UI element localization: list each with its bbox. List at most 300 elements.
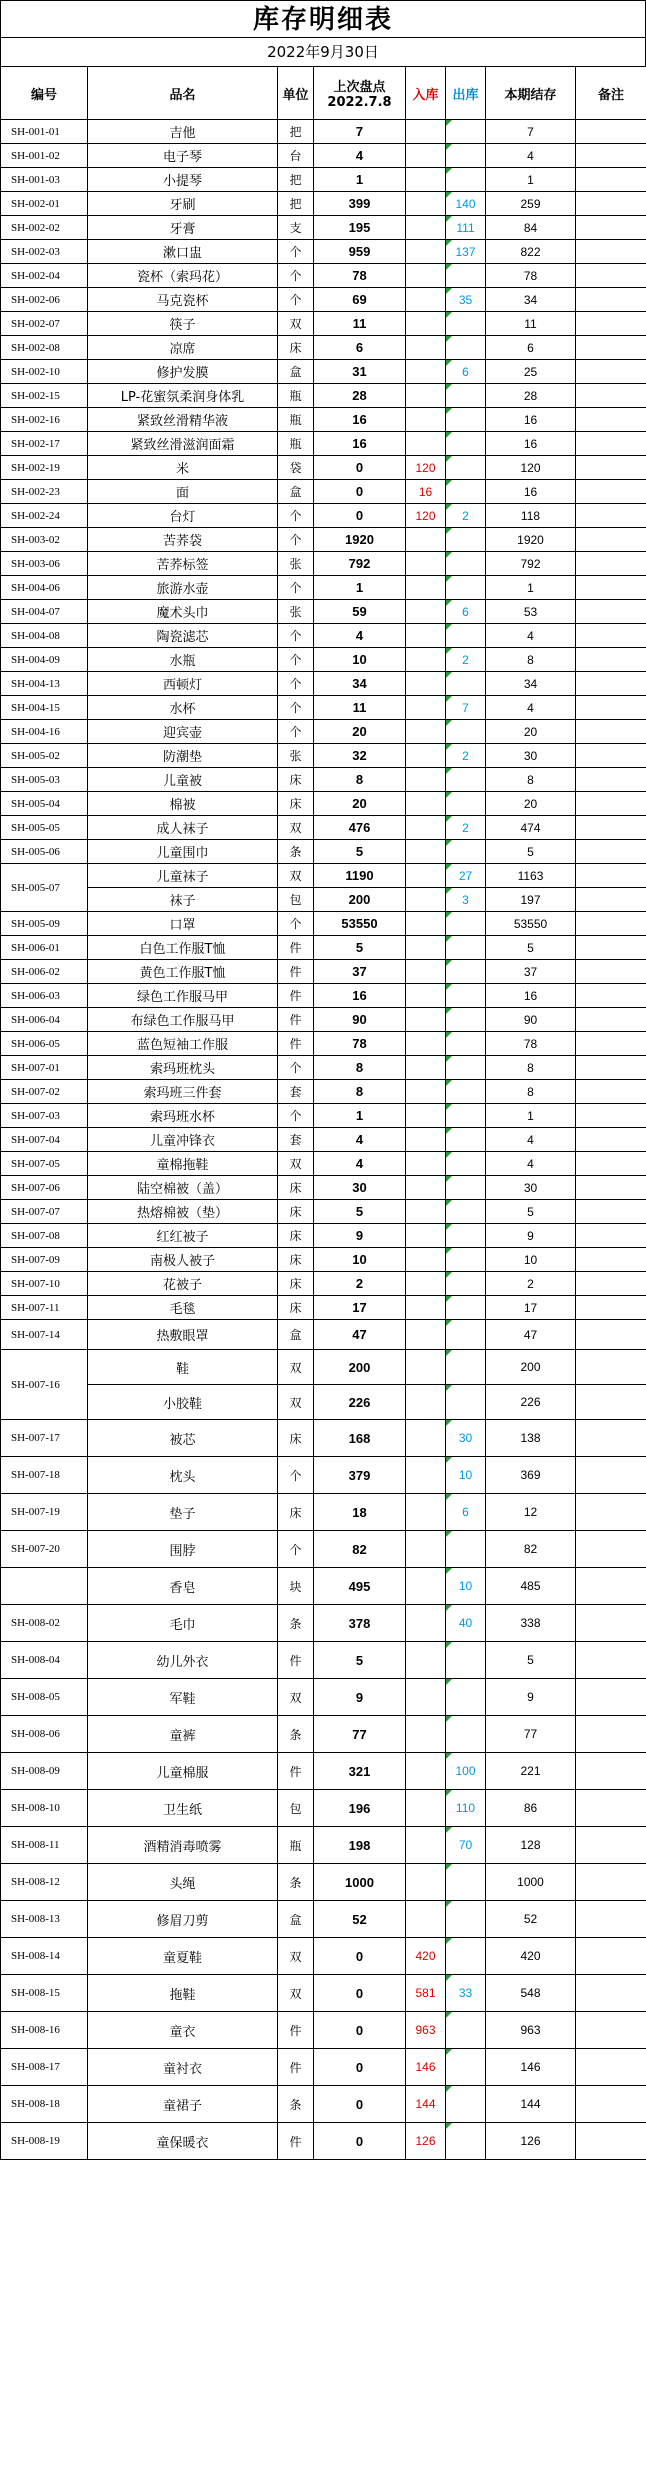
cell-prev-count: 11 — [314, 312, 406, 336]
table-row — [1, 768, 646, 792]
cell-remark — [576, 1494, 646, 1531]
cell-prev-count: 16 — [314, 408, 406, 432]
cell-comment-marker — [446, 2049, 452, 2055]
cell-end: 4 — [486, 1128, 576, 1152]
cell-comment-marker — [446, 1056, 452, 1062]
cell-comment-marker — [446, 840, 452, 846]
cell-code: SH-002-04 — [1, 264, 88, 288]
cell-code: SH-004-13 — [1, 672, 88, 696]
cell-remark — [576, 1901, 646, 1938]
cell-in — [406, 1457, 446, 1494]
cell-remark — [576, 504, 646, 528]
cell-code: SH-006-05 — [1, 1032, 88, 1056]
cell-unit: 张 — [278, 600, 314, 624]
cell-name: 防潮垫 — [88, 744, 278, 768]
cell-name: 陆空棉被（盖） — [88, 1176, 278, 1200]
cell-prev-count: 0 — [314, 480, 406, 504]
cell-unit: 瓶 — [278, 384, 314, 408]
cell-comment-marker — [446, 1152, 452, 1158]
cell-unit: 床 — [278, 1176, 314, 1200]
cell-out — [446, 1938, 486, 1975]
cell-out — [446, 720, 486, 744]
cell-out — [446, 1753, 486, 1790]
cell-name: 童衣 — [88, 2012, 278, 2049]
cell-unit: 床 — [278, 792, 314, 816]
cell-prev-count: 7 — [314, 120, 406, 144]
cell-end: 9 — [486, 1224, 576, 1248]
cell-in — [406, 552, 446, 576]
cell-name: 儿童棉服 — [88, 1753, 278, 1790]
table-row — [1, 1457, 646, 1494]
cell-name: 旅游水壶 — [88, 576, 278, 600]
cell-name: 棉被 — [88, 792, 278, 816]
cell-out — [446, 1032, 486, 1056]
cell-remark — [576, 1152, 646, 1176]
cell-name: 枕头 — [88, 1457, 278, 1494]
cell-name: 索玛班水杯 — [88, 1104, 278, 1128]
cell-end: 221 — [486, 1753, 576, 1790]
table-row — [1, 600, 646, 624]
cell-comment-marker — [446, 432, 452, 438]
cell-in — [406, 840, 446, 864]
cell-remark — [576, 1320, 646, 1350]
cell-prev-count: 0 — [314, 504, 406, 528]
cell-remark — [576, 1420, 646, 1457]
cell-out — [446, 1056, 486, 1080]
cell-prev-count: 78 — [314, 1032, 406, 1056]
cell-out-value: 10 — [458, 1468, 473, 1482]
cell-comment-marker — [446, 984, 452, 990]
cell-out — [446, 216, 486, 240]
header-end: 本期结存 — [486, 67, 576, 120]
table-row — [1, 2123, 646, 2160]
table-row — [1, 288, 646, 312]
table-row — [1, 336, 646, 360]
cell-code: SH-008-15 — [1, 1975, 88, 2012]
header-prev-date: 2022.7.8 — [327, 95, 392, 110]
cell-in — [406, 432, 446, 456]
cell-name: 修眉刀剪 — [88, 1901, 278, 1938]
cell-code: SH-005-03 — [1, 768, 88, 792]
cell-remark — [576, 1457, 646, 1494]
cell-out — [446, 912, 486, 936]
cell-prev-count: 4 — [314, 624, 406, 648]
cell-comment-marker — [446, 912, 452, 918]
cell-in — [406, 816, 446, 840]
cell-prev-count: 69 — [314, 288, 406, 312]
cell-comment-marker — [446, 456, 452, 462]
cell-end: 30 — [486, 1176, 576, 1200]
table-row — [1, 1080, 646, 1104]
cell-end: 197 — [486, 888, 576, 912]
cell-in — [406, 1827, 446, 1864]
cell-end: 84 — [486, 216, 576, 240]
cell-code — [1, 1568, 88, 1605]
cell-end: 1 — [486, 1104, 576, 1128]
cell-in — [406, 720, 446, 744]
cell-code: SH-007-18 — [1, 1457, 88, 1494]
cell-out-value: 137 — [455, 244, 476, 259]
cell-out — [446, 1152, 486, 1176]
cell-comment-marker — [446, 408, 452, 414]
cell-prev-count: 226 — [314, 1385, 406, 1420]
header-in: 入库 — [406, 67, 446, 120]
cell-code: SH-008-11 — [1, 1827, 88, 1864]
cell-out — [446, 1272, 486, 1296]
cell-out — [446, 984, 486, 1008]
table-row — [1, 144, 646, 168]
cell-name: 儿童围巾 — [88, 840, 278, 864]
cell-name: 迎宾壶 — [88, 720, 278, 744]
cell-prev-count: 52 — [314, 1901, 406, 1938]
cell-out — [446, 672, 486, 696]
cell-prev-count: 792 — [314, 552, 406, 576]
header-row — [1, 67, 646, 120]
cell-unit: 双 — [278, 1350, 314, 1385]
cell-out-value: 111 — [456, 220, 475, 235]
table-row — [1, 1385, 646, 1420]
table-row — [1, 1008, 646, 1032]
cell-prev-count: 82 — [314, 1531, 406, 1568]
cell-in — [406, 888, 446, 912]
cell-in — [406, 672, 446, 696]
cell-code: SH-007-11 — [1, 1296, 88, 1320]
cell-remark — [576, 384, 646, 408]
cell-name: 南极人被子 — [88, 1248, 278, 1272]
cell-unit: 床 — [278, 768, 314, 792]
cell-out — [446, 744, 486, 768]
cell-end: 7 — [486, 120, 576, 144]
cell-code: SH-008-04 — [1, 1642, 88, 1679]
cell-remark — [576, 360, 646, 384]
cell-in — [406, 960, 446, 984]
cell-code: SH-008-16 — [1, 2012, 88, 2049]
cell-unit: 把 — [278, 120, 314, 144]
cell-comment-marker — [446, 216, 452, 222]
cell-prev-count: 17 — [314, 1296, 406, 1320]
cell-remark — [576, 1790, 646, 1827]
cell-prev-count: 5 — [314, 840, 406, 864]
cell-out — [446, 2086, 486, 2123]
cell-in — [406, 1224, 446, 1248]
cell-prev-count: 1920 — [314, 528, 406, 552]
cell-comment-marker — [446, 1605, 452, 1611]
cell-name: 围脖 — [88, 1531, 278, 1568]
cell-in — [406, 1642, 446, 1679]
cell-code: SH-007-10 — [1, 1272, 88, 1296]
table-row — [1, 1176, 646, 1200]
cell-name: 口罩 — [88, 912, 278, 936]
cell-unit: 条 — [278, 1605, 314, 1642]
cell-in — [406, 600, 446, 624]
cell-name: 头绳 — [88, 1864, 278, 1901]
table-row — [1, 1753, 646, 1790]
cell-unit: 床 — [278, 336, 314, 360]
cell-name: 军鞋 — [88, 1679, 278, 1716]
cell-out-value: 100 — [455, 1764, 476, 1778]
cell-remark — [576, 1224, 646, 1248]
table-row — [1, 936, 646, 960]
cell-in — [406, 1008, 446, 1032]
cell-prev-count: 399 — [314, 192, 406, 216]
table-row — [1, 2086, 646, 2123]
header-unit: 单位 — [278, 67, 314, 120]
cell-name: 黄色工作服T恤 — [88, 960, 278, 984]
cell-name: 马克瓷杯 — [88, 288, 278, 312]
cell-in — [406, 1200, 446, 1224]
cell-comment-marker — [446, 168, 452, 174]
cell-comment-marker — [446, 1494, 452, 1500]
cell-remark — [576, 672, 646, 696]
cell-prev-count: 78 — [314, 264, 406, 288]
cell-in — [406, 1494, 446, 1531]
cell-comment-marker — [446, 1385, 452, 1391]
cell-code: SH-003-06 — [1, 552, 88, 576]
cell-in — [406, 624, 446, 648]
table-row — [1, 888, 646, 912]
cell-name: 热熔棉被（垫） — [88, 1200, 278, 1224]
cell-unit: 个 — [278, 720, 314, 744]
cell-unit: 台 — [278, 144, 314, 168]
cell-code: SH-003-02 — [1, 528, 88, 552]
cell-name: 袜子 — [88, 888, 278, 912]
cell-code: SH-007-02 — [1, 1080, 88, 1104]
cell-prev-count: 321 — [314, 1753, 406, 1790]
cell-out — [446, 1975, 486, 2012]
cell-unit: 盒 — [278, 480, 314, 504]
cell-comment-marker — [446, 1827, 452, 1833]
table-row — [1, 1864, 646, 1901]
cell-remark — [576, 144, 646, 168]
cell-end: 5 — [486, 936, 576, 960]
cell-prev-count: 200 — [314, 1350, 406, 1385]
cell-name: 绿色工作服马甲 — [88, 984, 278, 1008]
cell-unit: 支 — [278, 216, 314, 240]
cell-end: 5 — [486, 1642, 576, 1679]
cell-comment-marker — [446, 240, 452, 246]
table-row — [1, 1827, 646, 1864]
cell-in: 126 — [406, 2123, 446, 2160]
cell-name: 苦荞标签 — [88, 552, 278, 576]
cell-comment-marker — [446, 120, 452, 126]
cell-out-value: 3 — [462, 892, 469, 907]
cell-name: 成人袜子 — [88, 816, 278, 840]
cell-prev-count: 4 — [314, 144, 406, 168]
cell-end: 226 — [486, 1385, 576, 1420]
cell-remark — [576, 1605, 646, 1642]
header-out: 出库 — [446, 67, 486, 120]
cell-out — [446, 1827, 486, 1864]
cell-out — [446, 1224, 486, 1248]
cell-comment-marker — [446, 1032, 452, 1038]
cell-unit: 个 — [278, 648, 314, 672]
cell-code: SH-007-08 — [1, 1224, 88, 1248]
cell-code: SH-002-08 — [1, 336, 88, 360]
cell-in — [406, 312, 446, 336]
cell-remark — [576, 936, 646, 960]
cell-out — [446, 504, 486, 528]
cell-remark — [576, 2049, 646, 2086]
cell-end: 1000 — [486, 1864, 576, 1901]
cell-code: SH-008-09 — [1, 1753, 88, 1790]
cell-end: 9 — [486, 1679, 576, 1716]
cell-remark — [576, 1080, 646, 1104]
cell-unit: 件 — [278, 1008, 314, 1032]
cell-remark — [576, 840, 646, 864]
cell-code: SH-007-09 — [1, 1248, 88, 1272]
cell-remark — [576, 984, 646, 1008]
cell-code: SH-008-10 — [1, 1790, 88, 1827]
cell-out — [446, 2123, 486, 2160]
cell-remark — [576, 1827, 646, 1864]
cell-code: SH-007-14 — [1, 1320, 88, 1350]
cell-remark — [576, 2086, 646, 2123]
cell-out — [446, 264, 486, 288]
cell-code: SH-001-02 — [1, 144, 88, 168]
cell-unit: 个 — [278, 504, 314, 528]
cell-name: 儿童被 — [88, 768, 278, 792]
cell-in — [406, 384, 446, 408]
cell-name: 苦荞袋 — [88, 528, 278, 552]
cell-out — [446, 288, 486, 312]
cell-prev-count: 9 — [314, 1679, 406, 1716]
cell-unit: 个 — [278, 1531, 314, 1568]
table-row — [1, 480, 646, 504]
cell-comment-marker — [446, 1938, 452, 1944]
cell-end: 485 — [486, 1568, 576, 1605]
cell-name: 幼儿外衣 — [88, 1642, 278, 1679]
cell-in — [406, 336, 446, 360]
cell-comment-marker — [446, 528, 452, 534]
cell-comment-marker — [446, 336, 452, 342]
cell-remark — [576, 960, 646, 984]
table-body — [1, 120, 646, 2160]
cell-out-value: 2 — [462, 748, 469, 763]
cell-end: 8 — [486, 1080, 576, 1104]
table-row — [1, 528, 646, 552]
inventory-table — [0, 66, 646, 2160]
cell-name: 拖鞋 — [88, 1975, 278, 2012]
cell-prev-count: 5 — [314, 1642, 406, 1679]
cell-comment-marker — [446, 504, 452, 510]
cell-prev-count: 2 — [314, 1272, 406, 1296]
cell-remark — [576, 1753, 646, 1790]
table-row — [1, 240, 646, 264]
cell-name: 童裤 — [88, 1716, 278, 1753]
cell-name: 香皂 — [88, 1568, 278, 1605]
cell-unit: 个 — [278, 240, 314, 264]
header-code: 编号 — [1, 67, 88, 120]
cell-unit: 床 — [278, 1420, 314, 1457]
cell-in — [406, 408, 446, 432]
cell-code: SH-004-09 — [1, 648, 88, 672]
table-row — [1, 1938, 646, 1975]
cell-remark — [576, 2012, 646, 2049]
cell-name: 童衬衣 — [88, 2049, 278, 2086]
table-row — [1, 1128, 646, 1152]
cell-prev-count: 0 — [314, 2086, 406, 2123]
cell-code: SH-005-04 — [1, 792, 88, 816]
cell-remark — [576, 744, 646, 768]
header-remark: 备注 — [576, 67, 646, 120]
cell-prev-count: 200 — [314, 888, 406, 912]
cell-code: SH-002-23 — [1, 480, 88, 504]
cell-name: 水杯 — [88, 696, 278, 720]
cell-out — [446, 312, 486, 336]
cell-code: SH-007-05 — [1, 1152, 88, 1176]
table-row — [1, 576, 646, 600]
cell-code: SH-001-03 — [1, 168, 88, 192]
cell-in: 120 — [406, 504, 446, 528]
cell-prev-count: 30 — [314, 1176, 406, 1200]
cell-unit: 个 — [278, 912, 314, 936]
cell-remark — [576, 1679, 646, 1716]
cell-remark — [576, 2123, 646, 2160]
table-row — [1, 648, 646, 672]
table-row — [1, 1531, 646, 1568]
cell-unit: 件 — [278, 960, 314, 984]
cell-unit: 个 — [278, 528, 314, 552]
cell-out — [446, 1605, 486, 1642]
cell-end: 4 — [486, 1152, 576, 1176]
cell-remark — [576, 1056, 646, 1080]
cell-comment-marker — [446, 648, 452, 654]
table-row — [1, 1494, 646, 1531]
cell-prev-count: 476 — [314, 816, 406, 840]
cell-code: SH-006-02 — [1, 960, 88, 984]
cell-unit: 把 — [278, 168, 314, 192]
cell-end: 53550 — [486, 912, 576, 936]
table-row — [1, 816, 646, 840]
cell-out-value: 70 — [458, 1838, 473, 1852]
cell-name: 垫子 — [88, 1494, 278, 1531]
cell-comment-marker — [446, 768, 452, 774]
cell-out — [446, 1385, 486, 1420]
cell-end: 90 — [486, 1008, 576, 1032]
cell-comment-marker — [446, 2123, 452, 2129]
cell-end: 5 — [486, 1200, 576, 1224]
cell-in — [406, 768, 446, 792]
cell-unit: 双 — [278, 1152, 314, 1176]
cell-comment-marker — [446, 1901, 452, 1907]
table-row — [1, 120, 646, 144]
cell-out — [446, 1296, 486, 1320]
cell-remark — [576, 240, 646, 264]
cell-prev-count: 59 — [314, 600, 406, 624]
cell-name: 毛巾 — [88, 1605, 278, 1642]
table-row — [1, 840, 646, 864]
cell-prev-count: 20 — [314, 720, 406, 744]
cell-prev-count: 4 — [314, 1128, 406, 1152]
cell-remark — [576, 408, 646, 432]
cell-end: 8 — [486, 1056, 576, 1080]
cell-in — [406, 528, 446, 552]
cell-remark — [576, 192, 646, 216]
cell-comment-marker — [446, 1350, 452, 1356]
cell-code: SH-007-07 — [1, 1200, 88, 1224]
cell-code: SH-005-06 — [1, 840, 88, 864]
cell-prev-count: 18 — [314, 1494, 406, 1531]
cell-end: 8 — [486, 648, 576, 672]
table-row — [1, 264, 646, 288]
cell-unit: 件 — [278, 2049, 314, 2086]
cell-unit: 床 — [278, 1200, 314, 1224]
cell-code: SH-008-19 — [1, 2123, 88, 2160]
cell-comment-marker — [446, 672, 452, 678]
cell-comment-marker — [446, 864, 452, 870]
cell-name: 索玛班三件套 — [88, 1080, 278, 1104]
cell-prev-count: 32 — [314, 744, 406, 768]
